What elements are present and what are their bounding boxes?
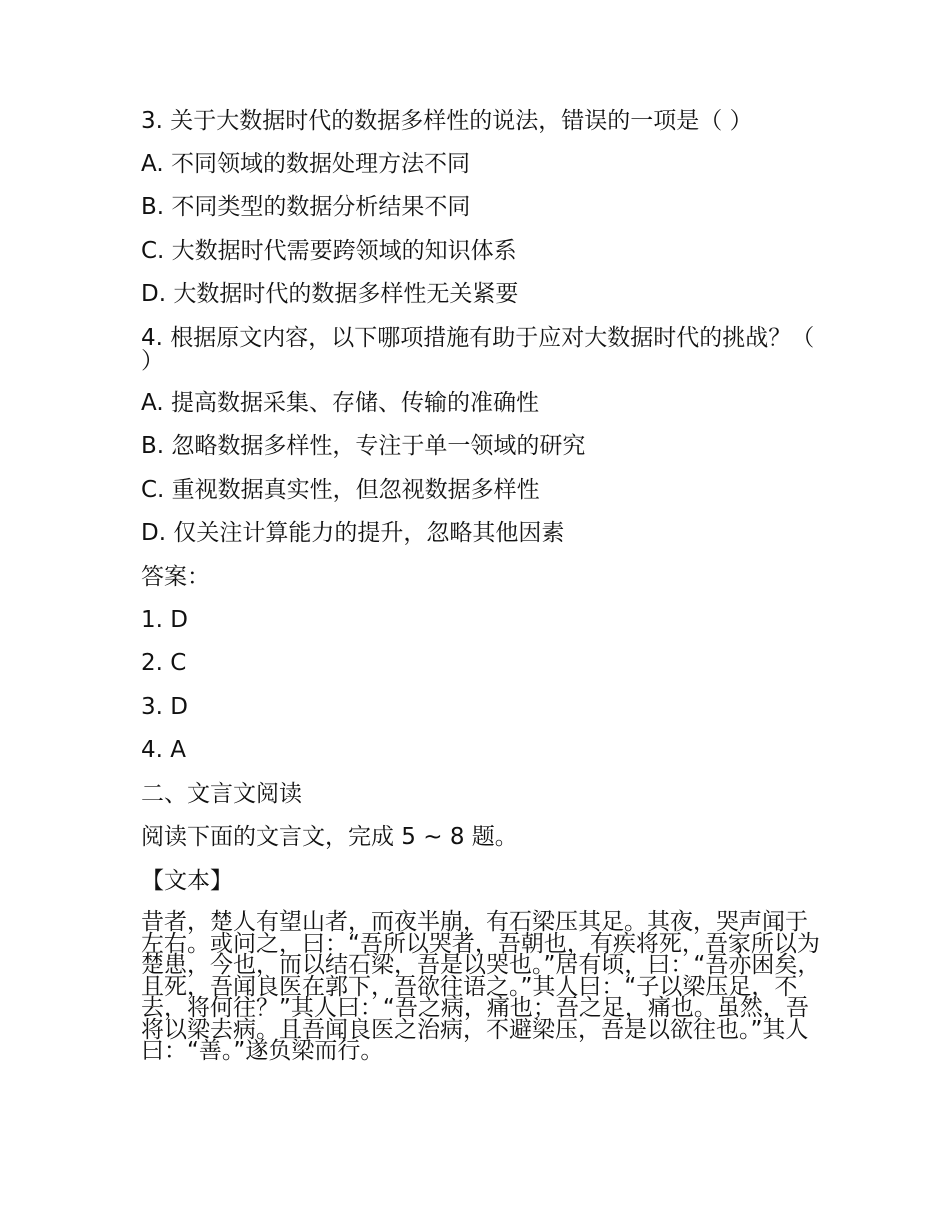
classical-passage: 昔者，楚人有望山者，而夜半崩，有石梁压其足。其夜，哭声闻于左右。或问之，曰：“吾所以哭者，吾朝也，有疾将死，吾家所以为楚患，今也，而以结石梁，吾是以哭也。”居有顷，曰：“吾亦困矣，且死，吾闻良医在郭下，吾欲往语之。”其人曰：“子以梁压足，不去，将何往？”其人曰：“吾之病，痛也；吾之足，痛也。虽然，吾将以梁去病。且吾闻良医之治病，不避梁压，吾是以欲往也。”其人曰：“善。”遂负梁而行。: [141, 909, 821, 1064]
answer-item: 2. C: [141, 650, 187, 676]
section-instruction: 阅读下面的文言文，完成 5 ~ 8 题。: [141, 824, 518, 850]
question-3-option-b: B. 不同类型的数据分析结果不同: [141, 194, 471, 220]
question-4-option-d: D. 仅关注计算能力的提升，忽略其他因素: [141, 520, 565, 546]
section-heading: 二、文言文阅读: [141, 781, 302, 807]
question-3-option-c: C. 大数据时代需要跨领域的知识体系: [141, 238, 517, 264]
question-3-option-a: A. 不同领域的数据处理方法不同: [141, 151, 470, 177]
question-3-option-d: D. 大数据时代的数据多样性无关紧要: [141, 281, 519, 307]
text-label: 【文本】: [141, 868, 233, 894]
answer-item: 1. D: [141, 607, 188, 633]
question-4-stem: 4. 根据原文内容，以下哪项措施有助于应对大数据时代的挑战？（ ）: [141, 325, 815, 374]
answer-item: 4. A: [141, 737, 186, 763]
answers-label: 答案：: [141, 564, 210, 590]
question-4-option-c: C. 重视数据真实性，但忽视数据多样性: [141, 477, 540, 503]
question-4-option-a: A. 提高数据采集、存储、传输的准确性: [141, 390, 539, 416]
question-3-stem: 3. 关于大数据时代的数据多样性的说法，错误的一项是（ ）: [141, 108, 753, 134]
answer-item: 3. D: [141, 694, 188, 720]
question-4-option-b: B. 忽略数据多样性，专注于单一领域的研究: [141, 433, 586, 459]
